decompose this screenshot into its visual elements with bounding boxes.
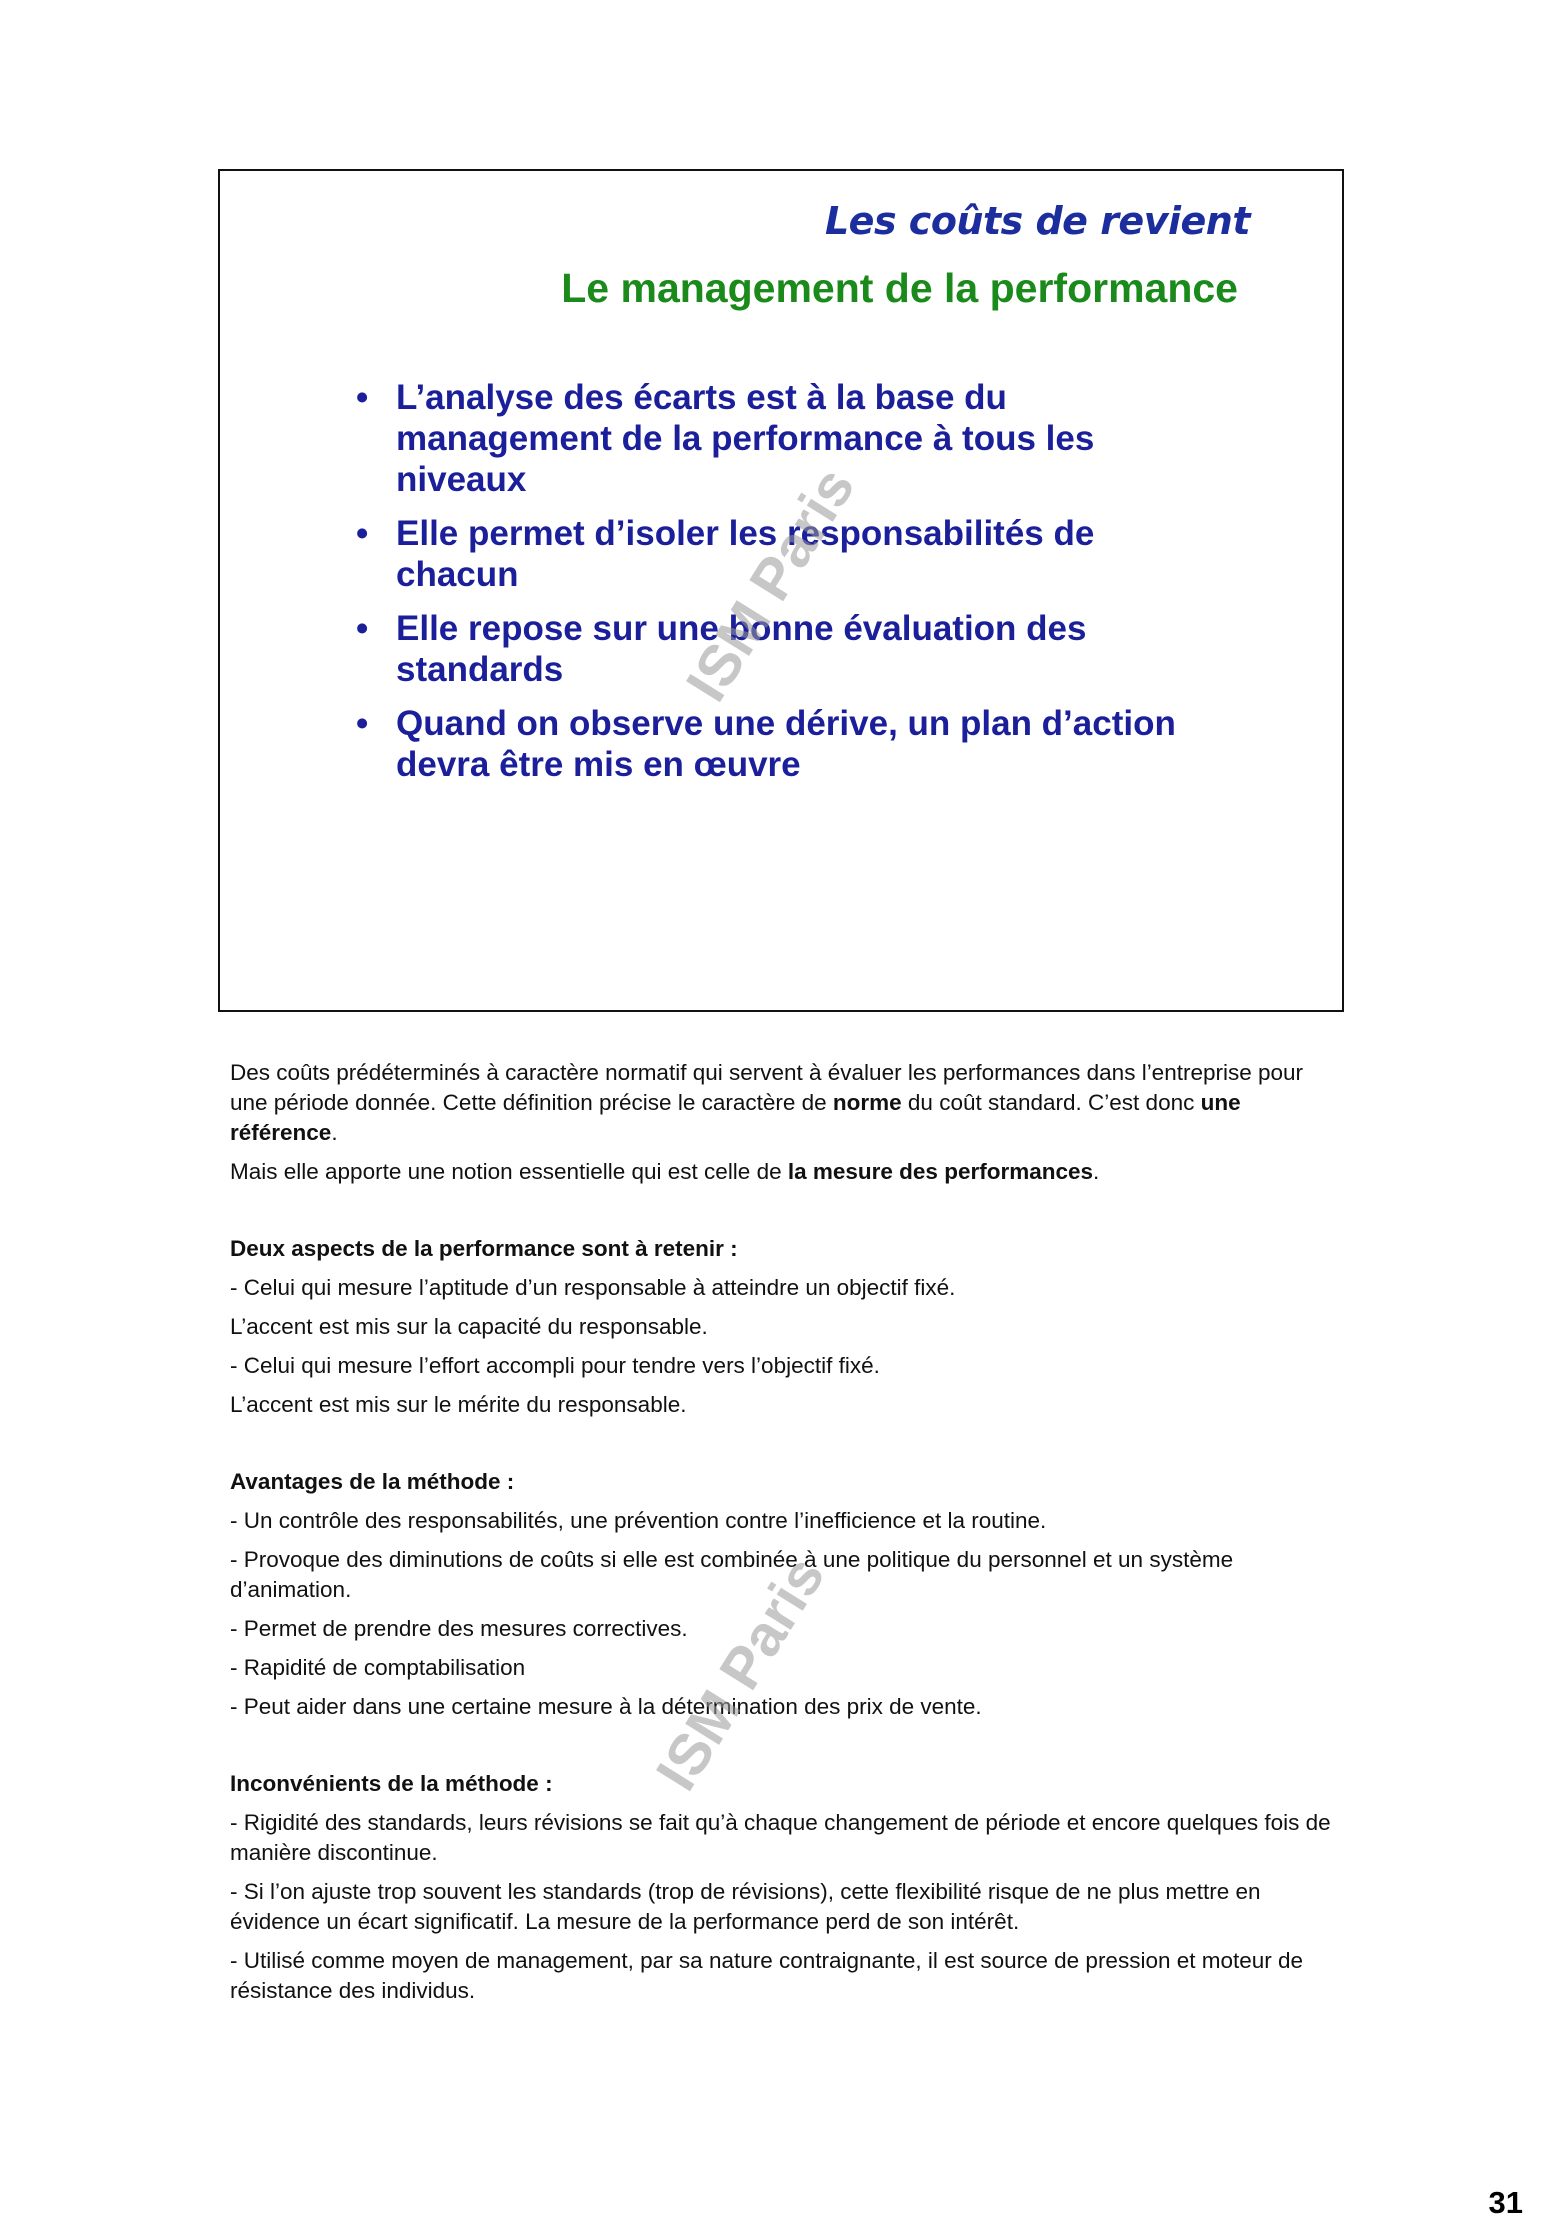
slide-title: Le management de la performance <box>561 265 1238 311</box>
slide-watermark: ISM Paris <box>673 456 868 713</box>
notes-text: . <box>331 1120 338 1145</box>
aspect-line: - Celui qui mesure l’aptitude d’un responsable à atteindre un objectif fixé. <box>230 1275 956 1300</box>
notes-text: Des coûts prédéterminés à caractère normatif qui servent à évaluer les performances dans l’entreprise pour une période donnée. Cette définition précise le caractère de <box>230 1060 1304 1115</box>
aspect-line: L’accent est mis sur le mérite du responsable. <box>230 1392 687 1417</box>
notes-bold: une référence <box>230 1090 1241 1145</box>
aspects-heading: Deux aspects de la performance sont à retenir : <box>230 1236 738 1261</box>
aspect-line: - Celui qui mesure l’effort accompli pour tendre vers l’objectif fixé. <box>230 1353 880 1378</box>
slide-bullet: • L’analyse des écarts est à la base du management de la performance à tous les niveaux <box>356 377 1196 500</box>
notes-text: du coût standard. C’est donc <box>907 1090 1201 1115</box>
advantage-line: - Rapidité de comptabilisation <box>230 1655 526 1680</box>
advantage-line: - Un contrôle des responsabilités, une prévention contre l’inefficience et la routine. <box>230 1508 1047 1533</box>
notes-intro-2 <box>230 1157 1340 1187</box>
advantage-line: - Peut aider dans une certaine mesure à la détermination des prix de vente. <box>230 1694 982 1719</box>
drawback-line: - Si l’on ajuste trop souvent les standards (trop de révisions), cette flexibilité risque de ne plus mettre en évidence un écart significatif. La mesure de la performance perd de son intérêt. <box>230 1879 1261 1934</box>
notes-text: Mais elle apporte une notion essentielle qui est celle de <box>230 1159 788 1184</box>
notes-intro <box>230 1058 1340 1148</box>
drawbacks-heading: Inconvénients de la méthode : <box>230 1771 553 1796</box>
notes-section <box>230 1058 1340 2015</box>
drawback-line: - Utilisé comme moyen de management, par sa nature contraignante, il est source de pression et moteur de résistance des individus. <box>230 1948 1304 2003</box>
slide-bullet: • Elle permet d’isoler les responsabilités de chacun <box>356 513 1196 595</box>
drawback-line: - Rigidité des standards, leurs révisions se fait qu’à chaque changement de période et encore quelques fois de manière discontinue. <box>230 1810 1331 1865</box>
slide-frame <box>218 169 1344 1012</box>
advantages-heading: Avantages de la méthode : <box>230 1469 515 1494</box>
advantage-line: - Permet de prendre des mesures correctives. <box>230 1616 688 1641</box>
slide-header: Les coûts de revient <box>824 199 1250 243</box>
advantage-line: - Provoque des diminutions de coûts si elle est combinée à une politique du personnel et un système d’animation. <box>230 1547 1234 1602</box>
notes-watermark: ISM Paris <box>643 1545 838 1802</box>
notes-bold: norme <box>832 1090 908 1115</box>
notes-bold: la mesure des performances <box>787 1159 1094 1184</box>
notes-text: . <box>1093 1159 1100 1184</box>
slide-bullet: • Elle repose sur une bonne évaluation des standards <box>356 608 1196 690</box>
page-number: 31 <box>1488 2185 1523 2220</box>
slide-bullet-list <box>356 377 1196 798</box>
slide-bullet: • Quand on observe une dérive, un plan d’action devra être mis en œuvre <box>356 703 1196 785</box>
aspect-line: L’accent est mis sur la capacité du responsable. <box>230 1314 708 1339</box>
